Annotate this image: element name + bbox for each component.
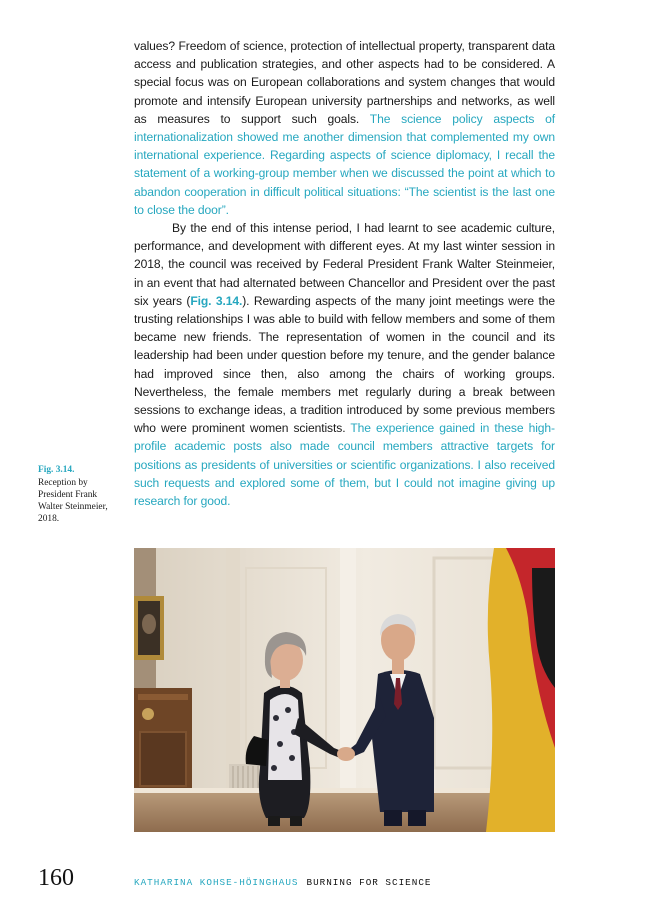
footer-author: KATHARINA KOHSE-HÖINGHAUS [134,877,299,888]
figure-caption [38,464,124,525]
body-text [134,37,555,510]
paragraph-2-text-start: By the end of this intense period, I had learnt to see academic culture, performance, and development with different eyes. At my last winter session in 2018, the council was received by Federal President Frank Walter Steinmeier, in an event that had alternated between Chancellor and President over the past six years ( [134,221,555,308]
footer-book-title: BURNING FOR SCIENCE [306,877,432,888]
paragraph-1 [134,37,555,219]
paragraph-2-highlight: The experience gained in these high-profile academic posts also made council members attractive targets for positions as presidents of universities or scientific organizations. I also received such requests and explored some of them, but I could not imagine giving up research for good. [134,421,555,509]
caption-figure-number: Fig. 3.14. [38,465,75,475]
paragraph-2-text-end: ). Rewarding aspects of the many joint meetings were the trusting relationships I was able to build with fellow members and some of them became new friends. The representation of women in the council and its leadership had been under question before my tenure, and the gender balance had improved since then, also among the chairs of working groups. Nevertheless, the female members met regularly during a break between sessions to exchange ideas, a tradition introduced by some previous members who were prominent women scientists. [134,293,555,436]
running-footer [134,877,432,888]
reception-photo-image [134,548,555,832]
paragraph-2 [134,219,555,510]
caption-text: Reception by President Frank Walter Steinmeier, 2018. [38,478,108,524]
reception-photo [134,548,555,832]
paragraph-1-highlight: The science policy aspects of internationalization showed me another dimension that complemented my own international experience. Regarding aspects of science diplomacy, I recall the statement of a working-group member when we discussed the point at which to abandon cooperation in difficult political situations: “The scientist is the last one to close the door”. [134,111,555,217]
figure-reference[interactable]: Fig. 3.14. [190,293,243,308]
paragraph-1-text: values? Freedom of science, protection of intellectual property, transparent data access and publication strategies, and other aspects had to be considered. A special focus was on European collaborations and system changes that would promote and intensify European university partnerships and networks, as well as measures to support such goals. [134,39,555,126]
page-number: 160 [38,865,74,891]
